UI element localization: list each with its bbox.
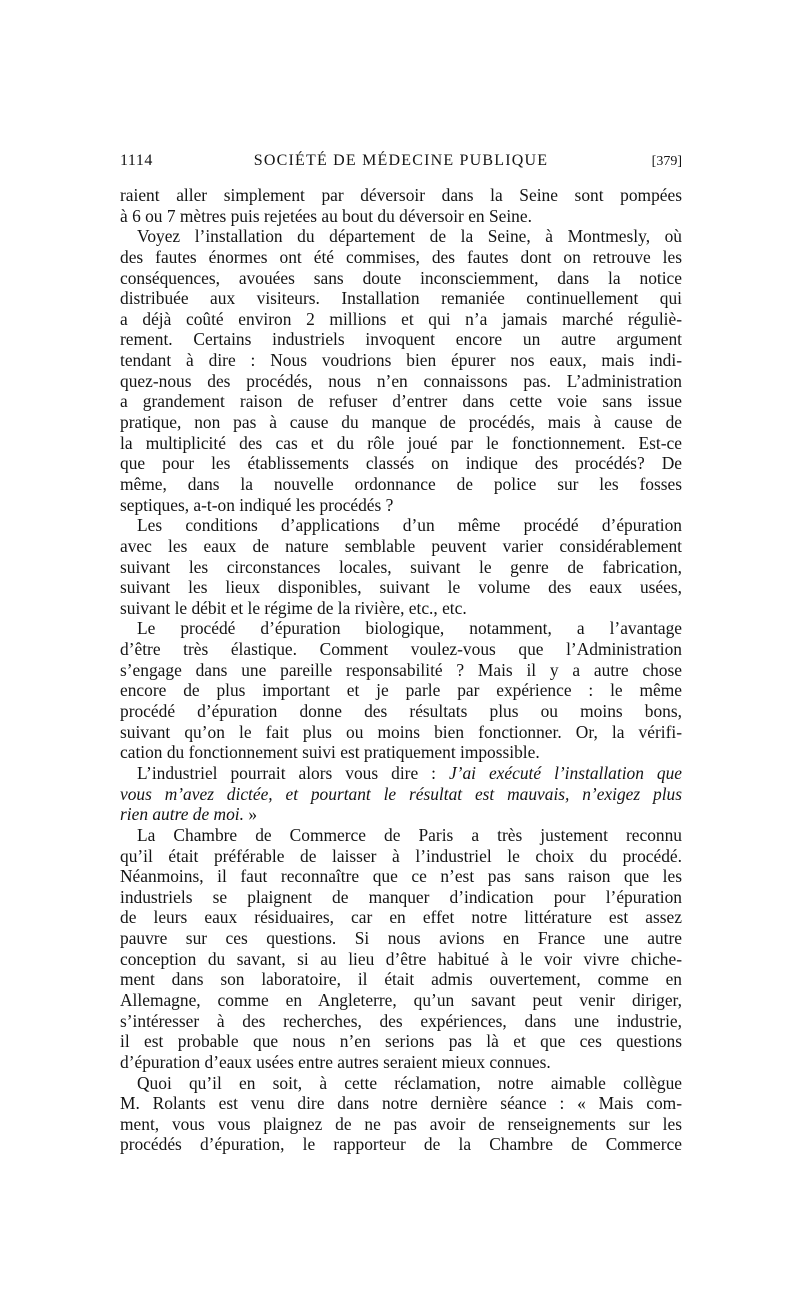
text-line: il est probable que nous n’en serions pas là et que ces questions xyxy=(120,1031,682,1052)
text-line: s’intéresser à des recherches, des expériences, dans une industrie, xyxy=(120,1010,682,1031)
text-line: septiques, a-t-on indiqué les procédés ? xyxy=(120,494,394,515)
text-line: suivant les circonstances locales, suivant le genre de fabrication, xyxy=(120,556,682,577)
text-line: à 6 ou 7 mètres puis rejetées au bout du déversoir en Seine. xyxy=(120,205,532,226)
text-line: distribuée aux visiteurs. Installation remaniée continuellement qui xyxy=(120,288,682,309)
text-line-roman: » xyxy=(243,804,258,825)
text-line: la multiplicité des cas et du rôle joué par le fonctionnement. Est-ce xyxy=(120,432,682,453)
text-line: conséquences, avouées sans doute inconsciemment, dans la notice xyxy=(120,267,682,288)
text-line: d’épuration d’eaux usées entre autres seraient mieux connues. xyxy=(120,1051,551,1072)
text-line: encore de plus important et je parle par expérience : le même xyxy=(120,680,682,701)
text-line: a grandement raison de refuser d’entrer dans cette voie sans issue xyxy=(120,391,682,412)
text-line-italic: rien autre de moi. xyxy=(120,804,244,825)
text-line: de leurs eaux résiduaires, car en effet notre littérature est assez xyxy=(120,907,682,928)
text-line-roman: L’industriel pourrait alors vous dire : xyxy=(137,762,449,783)
text-line xyxy=(120,804,682,825)
text-line-italic: vous m’avez dictée, et pourtant le résultat est mauvais, n’exigez plus xyxy=(120,783,682,804)
text-line-italic: J’ai exécuté l’installation que xyxy=(448,762,683,783)
text-line: suivant le débit et le régime de la rivière, etc., etc. xyxy=(120,597,467,618)
text-line: pratique, non pas à cause du manque de procédés, mais à cause de xyxy=(120,412,682,433)
page-number: 1114 xyxy=(120,152,153,169)
text-line: des fautes énormes ont été commises, des fautes dont on retrouve les xyxy=(120,246,682,267)
text-line: raient aller simplement par déversoir dans la Seine sont pompées xyxy=(120,185,682,205)
text-line: Les conditions d’applications d’un même procédé d’épuration xyxy=(137,515,682,536)
text-line: Quoi qu’il en soit, à cette réclamation, notre aimable collègue xyxy=(137,1072,682,1093)
text-line: procédés d’épuration, le rapporteur de la Chambre de Commerce xyxy=(120,1134,682,1155)
text-line: suivant les lieux disponibles, suivant le volume des eaux usées, xyxy=(120,577,682,598)
text-line: conception du savant, si au lieu d’être habitué à le voir vivre chiche- xyxy=(120,948,682,969)
text-line: Voyez l’installation du département de la Seine, à Montmesly, où xyxy=(137,226,682,247)
text-line: Le procédé d’épuration biologique, notamment, a l’avantage xyxy=(137,618,682,639)
text-line: pauvre sur ces questions. Si nous avions en France une autre xyxy=(120,928,682,949)
text-line: qu’il était préférable de laisser à l’industriel le choix du procédé. xyxy=(120,845,682,866)
page-reference: [379] xyxy=(651,154,682,169)
running-title: SOCIÉTÉ DE MÉDECINE PUBLIQUE xyxy=(253,152,549,169)
text-line: ment, vous vous plaignez de ne pas avoir de renseignements sur les xyxy=(120,1113,682,1134)
body-text xyxy=(120,185,682,1155)
text-line: a déjà coûté environ 2 millions et qui n’a jamais marché réguliè- xyxy=(120,308,682,329)
text-line: La Chambre de Commerce de Paris a très justement reconnu xyxy=(137,824,682,845)
text-line: rement. Certains industriels invoquent encore un autre argument xyxy=(120,329,682,350)
running-head xyxy=(120,152,682,174)
text-line: même, dans la nouvelle ordonnance de police sur les fosses xyxy=(120,473,682,494)
text-line: Néanmoins, il faut reconnaître que ce n’est pas sans raison que les xyxy=(120,866,682,887)
text-line xyxy=(120,784,682,805)
text-line: quez-nous des procédés, nous n’en connaissons pas. L’administration xyxy=(120,370,682,391)
text-line: M. Rolants est venu dire dans notre dernière séance : « Mais com- xyxy=(120,1093,682,1114)
text-line: Allemagne, comme en Angleterre, qu’un savant peut venir diriger, xyxy=(120,989,682,1010)
text-line: d’être très élastique. Comment voulez-vous que l’Administration xyxy=(120,639,682,660)
text-line: tendant à dire : Nous voudrions bien épurer nos eaux, mais indi- xyxy=(120,350,682,371)
text-line xyxy=(120,763,682,784)
text-line: s’engage dans une pareille responsabilité ? Mais il y a autre chose xyxy=(120,659,682,680)
text-line: suivant qu’on le fait plus ou moins bien fonctionner. Or, la vérifi- xyxy=(120,721,682,742)
text-line: procédé d’épuration donne des résultats plus ou moins bons, xyxy=(120,701,682,722)
text-line: ment dans son laboratoire, il était admis ouvertement, comme en xyxy=(120,969,682,990)
text-line: que pour les établissements classés on indique des procédés? De xyxy=(120,453,682,474)
text-line: industriels se plaignent de manquer d’indication pour l’épuration xyxy=(120,886,682,907)
text-line: cation du fonctionnement suivi est pratiquement impossible. xyxy=(120,742,540,763)
text-line: avec les eaux de nature semblable peuvent varier considérablement xyxy=(120,535,682,556)
